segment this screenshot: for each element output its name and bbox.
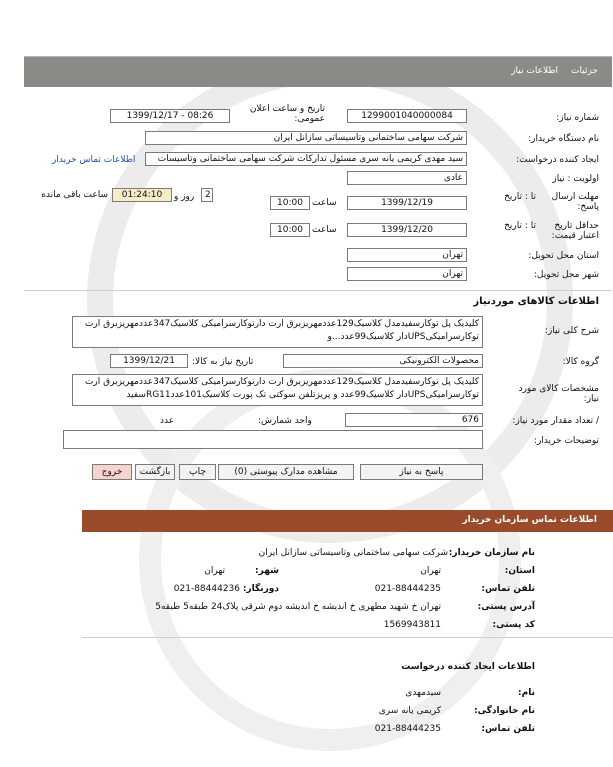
goods-spec-field: کلیدیک پل توکارسفیدمدل کلاسیک129عددمهریزبرق ارت دارتوکارسرامیکی کلاسیک347عددمهریزبرق ارت توکارسرامیکیUPSدار کلاسیک99عدد و پریزتلفن سوکتی تک پورت کلاسیک101عددRG11سفید	[72, 374, 483, 406]
goods-group-label: گروه کالا:	[562, 357, 599, 367]
org-name-label: نام سازمان خریدار:	[448, 548, 535, 558]
province-label: استان محل تحویل:	[528, 251, 599, 261]
buyer-label: نام دستگاه خریدار:	[528, 134, 599, 144]
address-value: تهران خ شهید مطهری خ اندیشه خ اندیشه دوم شرقی پلاک24 طبقه5 طبقه5	[155, 602, 441, 612]
back-button[interactable]: بازگشت	[135, 464, 175, 480]
breadcrumb-details[interactable]: جزئیات	[571, 66, 598, 76]
goods-group-field: محصولات الکترونیکی	[283, 354, 483, 368]
unit-label: واحد شمارش:	[258, 416, 312, 426]
remaining-days-field: 2	[201, 188, 213, 202]
contact-city-label: شهر:	[255, 566, 279, 576]
city-label: شهر محل تحویل:	[533, 270, 599, 280]
price-time-label: ساعت	[312, 225, 337, 235]
price-date-label: تا : تاریخ	[504, 221, 536, 231]
need-number-label: شماره نیاز:	[556, 113, 599, 123]
requester-phone-label: تلفن تماس:	[481, 724, 535, 734]
need-date-label: تاریخ نیاز به کالا:	[192, 357, 254, 367]
need-number-field: 1299001040000084	[347, 109, 467, 123]
requester-family-value: کریمی یانه سری	[378, 706, 441, 716]
city-field: تهران	[347, 267, 467, 281]
need-desc-label: شرح کلی نیاز:	[544, 326, 599, 336]
requester-family-label: نام خانوادگی:	[473, 706, 535, 716]
qty-label: / تعداد مقدار مورد نیاز:	[512, 416, 599, 426]
divider	[24, 290, 612, 291]
org-name-value: شرکت سهامی ساختمانی وتاسیساتی سازانل ایران	[258, 548, 448, 558]
contact-phone-value: 021-88444235	[374, 584, 441, 594]
contact-banner-title: اطلاعات تماس سازمان خریدار	[462, 515, 597, 525]
remaining-days-label: روز و	[174, 192, 195, 202]
requester-name-value: سیدمهدی	[405, 688, 441, 698]
address-label: آدرس پستی:	[477, 602, 535, 612]
need-desc-field: کلیدیک پل توکارسفیدمدل کلاسیک129عددمهریزبرق ارت دارتوکارسرامیکی کلاسیک347عددمهریزبرق ارت توکارسرامیکیUPSدار کلاسیک99عدد...و	[72, 316, 483, 348]
creator-field: سید مهدی کریمی یانه سری مسئول تدارکات شرکت سهامی ساختمانی وتاسیسات	[145, 152, 467, 166]
buyer-notes-field	[63, 430, 483, 449]
remaining-label: ساعت باقی مانده	[41, 190, 108, 200]
priority-label: اولویت : نیاز	[552, 174, 599, 184]
price-validity-label: حداقل تاریخ اعتبار قیمت:	[551, 221, 599, 241]
deadline-time-label: ساعت	[312, 198, 337, 208]
deadline-date-field: 1399/12/19	[347, 196, 467, 210]
goods-spec-label: مشخصات کالای مورد نیاز:	[518, 384, 599, 404]
reply-button[interactable]: پاسخ به نیاز	[360, 464, 483, 480]
creator-label: ایجاد کننده درخواست:	[516, 155, 599, 165]
requester-section-title: اطلاعات ایجاد کننده درخواست	[401, 662, 535, 672]
contact-province-value: تهران	[420, 566, 441, 576]
deadline-label: مهلت ارسال پاسخ:	[551, 192, 599, 212]
contact-phone-label: تلفن تماس:	[481, 584, 535, 594]
requester-name-label: نام:	[518, 688, 535, 698]
postal-code-value: 1569943811	[383, 620, 441, 630]
announce-field: 1399/12/17 - 08:26	[110, 109, 230, 123]
deadline-date-label: تا : تاریخ	[504, 192, 536, 202]
breadcrumb-need-info[interactable]: اطلاعات نیاز	[511, 66, 558, 76]
exit-button[interactable]: خروج	[92, 464, 132, 480]
buyer-notes-label: توضیحات خریدار:	[533, 436, 599, 446]
price-date-field: 1399/12/20	[347, 223, 467, 237]
contact-city-value: تهران	[204, 566, 225, 576]
buyer-contact-link[interactable]: اطلاعات تماس خریدار	[52, 155, 136, 165]
need-date-field: 1399/12/21	[110, 354, 188, 368]
contact-fax-value: 021-88444236	[173, 584, 240, 594]
qty-field: 676	[345, 413, 483, 427]
requester-phone-value: 021-88444235	[374, 724, 441, 734]
price-time-field: 10:00	[270, 223, 310, 237]
postal-code-label: کد پستی:	[492, 620, 535, 630]
contact-province-label: استان:	[504, 566, 535, 576]
contact-fax-label: دورنگار:	[242, 584, 279, 594]
buyer-field: شرکت سهامی ساختمانی وتاسیساتی سازانل ایران	[145, 131, 467, 145]
province-field: تهران	[347, 248, 467, 262]
divider	[82, 637, 613, 638]
header-bar	[24, 56, 612, 87]
deadline-time-field: 10:00	[270, 196, 310, 210]
remaining-time-field: 01:24:10	[112, 188, 172, 202]
view-attachments-button[interactable]: مشاهده مدارک پیوستی (0)	[218, 464, 354, 480]
contact-banner	[82, 510, 613, 532]
goods-section-title: اطلاعات کالاهای موردنیاز	[473, 296, 599, 307]
priority-field: عادی	[347, 171, 467, 185]
announce-label: تاریخ و ساعت اعلان عمومی:	[249, 104, 325, 124]
unit-value: عدد	[160, 416, 175, 426]
print-button[interactable]: چاپ	[179, 464, 216, 480]
